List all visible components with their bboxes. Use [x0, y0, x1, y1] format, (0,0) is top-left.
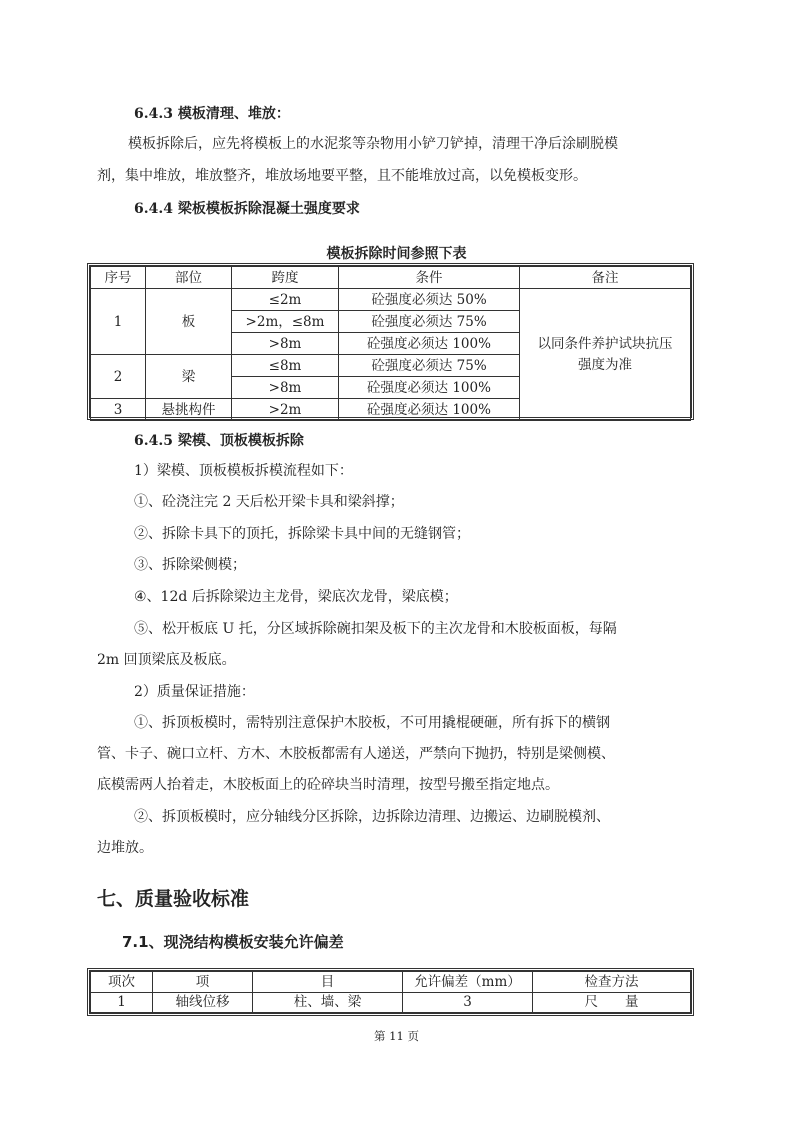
- page-number: 第 11 页: [374, 1029, 419, 1043]
- row-part: 板: [146, 289, 232, 355]
- subheading: 1）梁模、顶板模板拆模流程如下：: [134, 463, 353, 479]
- subheading: 2）质量保证措施：: [134, 684, 255, 700]
- header-cell: 检查方法: [533, 972, 691, 993]
- heading-6-4-3: 6.4.3 模板清理、堆放：: [134, 106, 290, 122]
- heading-6-4-4: 6.4.4 梁板模板拆除混凝土强度要求: [134, 201, 360, 217]
- step-item: 2m 回顶梁底及板底。: [97, 652, 236, 668]
- quality-item: 边堆放。: [97, 840, 153, 856]
- row-number: 3: [91, 399, 146, 421]
- table-cell: 柱、墙、梁: [253, 992, 403, 1013]
- step-item: ③、拆除梁侧模；: [134, 557, 246, 573]
- quality-item: ②、拆顶板模时，应分轴线分区拆除，边拆除边清理、边搬运、边刷脱模剂、: [134, 809, 610, 825]
- row-part: 悬挑构件: [146, 399, 232, 421]
- heading-6-4-5: 6.4.5 梁模、顶板模板拆除: [134, 433, 304, 449]
- table-caption: 模板拆除时间参照下表: [326, 246, 467, 262]
- header-cell: 部位: [146, 267, 232, 289]
- table-header-row: [91, 267, 691, 289]
- quality-item: 管、卡子、碗口立杆、方木、木胶板都需有人递送，严禁向下抛扔，特别是梁侧模、: [97, 746, 615, 762]
- row-condition: 砼强度必须达 75%: [339, 311, 520, 333]
- form-removal-table: [87, 263, 694, 420]
- remark-line: 以同条件养护试块抗压: [537, 336, 673, 352]
- row-condition: 砼强度必须达 100%: [339, 399, 520, 421]
- row-span: ≤2m: [232, 289, 339, 311]
- tolerance-table: [87, 968, 694, 1016]
- step-item: ②、拆除卡具下的顶托，拆除梁卡具中间的无缝钢管；: [134, 526, 470, 542]
- row-span: >8m: [232, 377, 339, 399]
- table-cell: 轴线位移: [153, 992, 253, 1013]
- row-part: 梁: [146, 355, 232, 399]
- paragraph-line: 剂，集中堆放，堆放整齐，堆放场地要平整，且不能堆放过高，以免模板变形。: [97, 168, 587, 184]
- header-cell: 允许偏差（mm）: [403, 972, 533, 993]
- row-span: >8m: [232, 333, 339, 355]
- step-item: ①、砼浇注完 2 天后松开梁卡具和梁斜撑；: [134, 494, 404, 510]
- step-item: ⑤、松开板底 U 托，分区域拆除碗扣架及板下的主次龙骨和木胶板面板，每隔: [134, 621, 617, 637]
- table-header-row: [91, 972, 691, 993]
- row-condition: 砼强度必须达 100%: [339, 333, 520, 355]
- header-cell: 项: [153, 972, 253, 993]
- header-cell: 备注: [520, 267, 691, 289]
- header-cell: 跨度: [232, 267, 339, 289]
- table-row: [91, 289, 691, 311]
- table-cell: 尺 量: [533, 992, 691, 1013]
- table-cell: 1: [91, 992, 153, 1013]
- header-cell: 条件: [339, 267, 520, 289]
- paragraph-line: 模板拆除后，应先将模板上的水泥浆等杂物用小铲刀铲掉，清理干净后涂刷脱模: [128, 136, 618, 152]
- remark-line: 强度为准: [578, 357, 632, 373]
- row-number: 1: [91, 289, 146, 355]
- header-cell: 项次: [91, 972, 153, 993]
- row-condition: 砼强度必须达 50%: [339, 289, 520, 311]
- row-condition: 砼强度必须达 100%: [339, 377, 520, 399]
- table-row: [91, 992, 691, 1013]
- step-item: ④、12d 后拆除梁边主龙骨，梁底次龙骨，梁底模；: [134, 589, 458, 605]
- quality-item: 底模需两人抬着走，木胶板面上的砼碎块当时清理，按型号搬至指定地点。: [97, 777, 559, 793]
- table-cell: 3: [403, 992, 533, 1013]
- subsection-heading: 7.1、现浇结构模板安装允许偏差: [122, 933, 344, 951]
- row-number: 2: [91, 355, 146, 399]
- header-cell: 序号: [91, 267, 146, 289]
- row-span: >2m，≤8m: [232, 311, 339, 333]
- header-cell: 目: [253, 972, 403, 993]
- row-span: >2m: [232, 399, 339, 421]
- remark-cell: [520, 289, 691, 421]
- section-heading: 七、质量验收标准: [97, 888, 250, 910]
- row-condition: 砼强度必须达 75%: [339, 355, 520, 377]
- row-span: ≤8m: [232, 355, 339, 377]
- quality-item: ①、拆顶板模时，需特别注意保护木胶板，不可用撬棍硬砸，所有拆下的横钢: [134, 715, 610, 731]
